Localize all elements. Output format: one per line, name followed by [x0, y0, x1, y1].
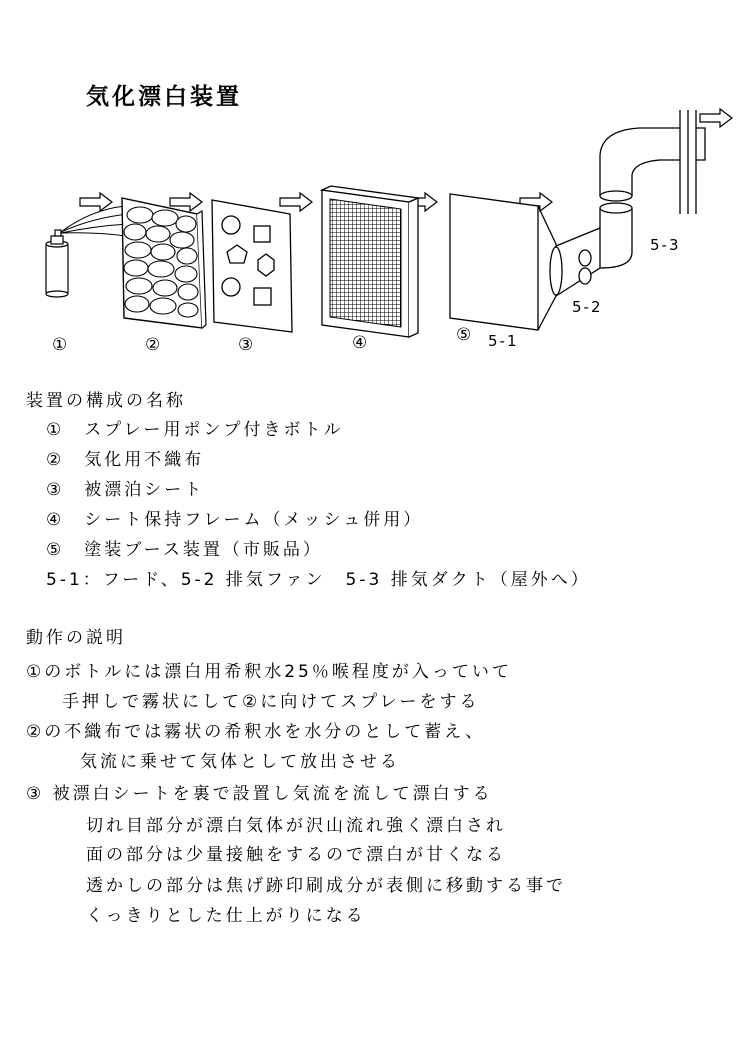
label-3: ③: [238, 335, 254, 355]
composition-item: ④ シート保持フレーム（メッシュ併用）: [46, 510, 424, 530]
airflow-arrow: [170, 193, 202, 211]
airflow-arrow: [280, 193, 312, 211]
composition-heading: 装置の構成の名称: [26, 391, 186, 411]
spray-bottle: [46, 206, 128, 297]
operation-line: ②の不織布では霧状の希釈水を水分のとして蓄え、: [26, 722, 486, 742]
label-5-2: 5-2: [572, 298, 603, 316]
operation-line: 手押しで霧状にして②に向けてスプレーをする: [62, 692, 480, 712]
label-1: ①: [52, 335, 68, 355]
operation-line: 透かしの部分は焦げ跡印刷成分が表側に移動する事で: [86, 876, 566, 896]
operation-heading: 動作の説明: [26, 628, 126, 648]
operation-line: ③ 被漂白シートを裏で設置し気流を流して漂白する: [26, 784, 493, 804]
composition-item: ② 気化用不織布: [46, 450, 205, 470]
operation-line: 切れ目部分が漂白気体が沢山流れ強く漂白され: [86, 816, 506, 836]
exhaust-arrow: [700, 109, 732, 127]
composition-item: ⑤ 塗装ブース装置（市販品）: [46, 540, 323, 560]
label-4: ④: [352, 333, 368, 353]
diagram-title: 気化漂白装置: [86, 84, 242, 110]
airflow-arrow: [80, 193, 112, 211]
nonwoven-fabric: [122, 198, 206, 328]
paint-booth: [450, 110, 705, 330]
bleach-sheet: [212, 200, 292, 332]
apparatus-diagram: [0, 0, 750, 370]
operation-line: くっきりとした仕上がりになる: [86, 906, 366, 926]
composition-item: ① スプレー用ポンプ付きボトル: [46, 420, 344, 440]
operation-line: 面の部分は少量接触をするので漂白が甘くなる: [86, 845, 506, 865]
composition-item: ③ 被漂泊シート: [46, 480, 205, 500]
label-5-3: 5-3: [650, 236, 681, 254]
label-5: ⑤: [456, 325, 472, 345]
mesh-frame: [322, 186, 418, 337]
label-5-1: 5-1: [488, 332, 519, 350]
operation-line: ①のボトルには漂白用希釈水25％喉程度が入っていて: [26, 662, 512, 682]
operation-line: 気流に乗せて気体として放出させる: [80, 752, 400, 772]
composition-item: 5-1：フード、5-2 排気ファン 5-3 排気ダクト（屋外へ）: [46, 570, 591, 590]
label-2: ②: [145, 335, 161, 355]
